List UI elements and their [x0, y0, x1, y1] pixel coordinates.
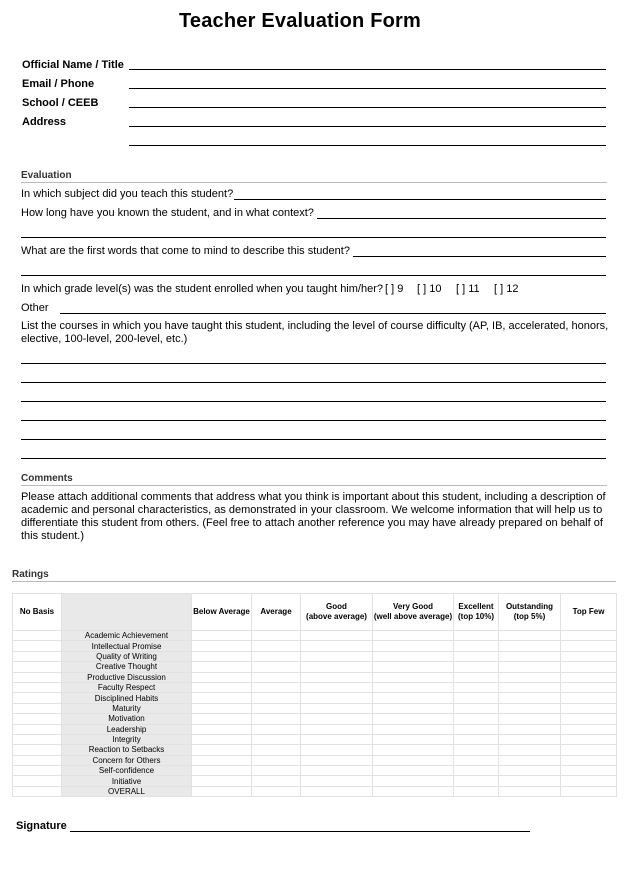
rating-cell[interactable] — [301, 651, 373, 661]
table-row — [13, 693, 617, 703]
rating-cell[interactable] — [13, 755, 62, 765]
col-excellent-sub: (top 10%) — [458, 612, 494, 621]
rating-cell[interactable] — [192, 724, 252, 734]
rating-cell[interactable] — [499, 724, 561, 734]
table-row — [13, 734, 617, 744]
address-field-2[interactable] — [129, 145, 606, 146]
rating-cell[interactable] — [13, 631, 62, 641]
signature-label: Signature — [16, 820, 67, 832]
rating-cell[interactable] — [192, 682, 252, 692]
rating-cell[interactable] — [252, 651, 301, 661]
first-words-question: What are the first words that come to mind to describe this student? — [21, 245, 350, 257]
col-excellent — [454, 594, 499, 631]
rating-cell[interactable] — [301, 755, 373, 765]
rating-cell[interactable] — [454, 786, 499, 796]
rating-cell[interactable] — [252, 641, 301, 651]
criterion-label: Motivation — [62, 714, 192, 724]
rating-cell[interactable] — [561, 734, 617, 744]
rating-cell[interactable] — [301, 703, 373, 713]
rating-cell[interactable] — [499, 714, 561, 724]
rating-cell[interactable] — [192, 734, 252, 744]
rating-cell[interactable] — [499, 786, 561, 796]
courses-line-2[interactable] — [21, 382, 606, 383]
rating-cell[interactable] — [301, 766, 373, 776]
criterion-label: Disciplined Habits — [62, 693, 192, 703]
criterion-label: OVERALL — [62, 786, 192, 796]
rating-cell[interactable] — [499, 776, 561, 786]
rating-cell[interactable] — [13, 786, 62, 796]
rating-cell[interactable] — [252, 745, 301, 755]
courses-line-6[interactable] — [21, 458, 606, 459]
rating-cell[interactable] — [454, 714, 499, 724]
rating-cell[interactable] — [561, 631, 617, 641]
table-row — [13, 703, 617, 713]
courses-line-5[interactable] — [21, 439, 606, 440]
rating-cell[interactable] — [252, 631, 301, 641]
rating-cell[interactable] — [454, 703, 499, 713]
grade-option-12[interactable]: [ ] 12 — [494, 283, 519, 295]
comments-text: Please attach additional comments that address what you think is important about this student, including a description of academic and personal characteristics, as demonstrated in your classroom. We welcome information that will help us to differentiate this student from others. (Feel free to attach another reference you may have already prepared on behalf of this student.) — [21, 491, 606, 542]
rating-cell[interactable] — [13, 776, 62, 786]
rating-cell[interactable] — [301, 786, 373, 796]
email-phone-label: Email / Phone — [22, 78, 95, 90]
rating-cell[interactable] — [301, 776, 373, 786]
col-below-average: Below Average — [192, 594, 252, 631]
rating-cell[interactable] — [499, 745, 561, 755]
courses-prompt: List the courses in which you have taught this student, including the level of course difficulty (AP, IB, accelerated, honors, elective, 100-level, 200-level, etc.) — [21, 320, 609, 345]
rating-cell[interactable] — [252, 682, 301, 692]
criterion-label: Maturity — [62, 703, 192, 713]
rating-cell[interactable] — [13, 693, 62, 703]
rating-cell[interactable] — [13, 766, 62, 776]
rating-cell[interactable] — [301, 631, 373, 641]
rating-cell[interactable] — [561, 641, 617, 651]
col-top-few: Top Few — [561, 594, 617, 631]
rating-cell[interactable] — [301, 734, 373, 744]
rating-cell[interactable] — [561, 745, 617, 755]
rating-cell[interactable] — [499, 631, 561, 641]
rating-cell[interactable] — [373, 755, 454, 765]
rating-cell[interactable] — [13, 682, 62, 692]
signature-field[interactable] — [70, 831, 530, 832]
rating-cell[interactable] — [454, 651, 499, 661]
rating-cell[interactable] — [561, 714, 617, 724]
criterion-label: Intellectual Promise — [62, 641, 192, 651]
rating-cell[interactable] — [561, 693, 617, 703]
rating-cell[interactable] — [454, 776, 499, 786]
criterion-label: Academic Achievement — [62, 631, 192, 641]
rating-cell[interactable] — [561, 776, 617, 786]
table-row — [13, 672, 617, 682]
rating-cell[interactable] — [373, 682, 454, 692]
col-good-sub: (above average) — [306, 612, 367, 621]
table-row — [13, 714, 617, 724]
rating-cell[interactable] — [373, 786, 454, 796]
col-very-good-label: Very Good — [392, 602, 433, 611]
rating-cell[interactable] — [252, 662, 301, 672]
rating-cell[interactable] — [499, 693, 561, 703]
col-very-good — [373, 594, 454, 631]
grade-question: In which grade level(s) was the student enrolled when you taught him/her? — [21, 283, 383, 295]
rating-cell[interactable] — [454, 734, 499, 744]
first-words-answer-field-2[interactable] — [21, 275, 606, 276]
table-row — [13, 766, 617, 776]
ratings-body — [13, 631, 617, 797]
criterion-label: Integrity — [62, 734, 192, 744]
table-row — [13, 651, 617, 661]
rating-cell[interactable] — [499, 734, 561, 744]
rating-cell[interactable] — [373, 693, 454, 703]
rating-cell[interactable] — [252, 755, 301, 765]
courses-line-1[interactable] — [21, 363, 606, 364]
ratings-divider — [12, 581, 616, 582]
rating-cell[interactable] — [13, 703, 62, 713]
rating-cell[interactable] — [192, 662, 252, 672]
rating-cell[interactable] — [499, 641, 561, 651]
ratings-table — [12, 593, 617, 797]
rating-cell[interactable] — [454, 724, 499, 734]
col-excellent-label: Excellent — [458, 602, 494, 611]
criterion-label: Quality of Writing — [62, 651, 192, 661]
col-no-basis: No Basis — [13, 594, 62, 631]
rating-cell[interactable] — [252, 734, 301, 744]
rating-cell[interactable] — [192, 745, 252, 755]
rating-cell[interactable] — [301, 745, 373, 755]
rating-cell[interactable] — [192, 641, 252, 651]
rating-cell[interactable] — [373, 641, 454, 651]
rating-cell[interactable] — [499, 703, 561, 713]
rating-cell[interactable] — [252, 693, 301, 703]
table-row — [13, 641, 617, 651]
rating-cell[interactable] — [13, 734, 62, 744]
school-ceeb-label: School / CEEB — [22, 97, 99, 109]
rating-cell[interactable] — [454, 641, 499, 651]
official-name-field[interactable] — [129, 69, 606, 70]
rating-cell[interactable] — [192, 703, 252, 713]
grade-option-9[interactable]: [ ] 9 — [385, 283, 404, 295]
rating-cell[interactable] — [561, 672, 617, 682]
rating-cell[interactable] — [499, 766, 561, 776]
rating-cell[interactable] — [301, 662, 373, 672]
rating-cell[interactable] — [192, 755, 252, 765]
table-row — [13, 631, 617, 641]
evaluation-divider — [21, 182, 607, 183]
table-row — [13, 786, 617, 796]
rating-cell[interactable] — [301, 672, 373, 682]
col-criteria — [62, 594, 192, 631]
school-ceeb-field[interactable] — [129, 107, 606, 108]
rating-cell[interactable] — [252, 776, 301, 786]
criterion-label: Productive Discussion — [62, 672, 192, 682]
criterion-label: Leadership — [62, 724, 192, 734]
table-row — [13, 776, 617, 786]
rating-cell[interactable] — [499, 682, 561, 692]
rating-cell[interactable] — [454, 766, 499, 776]
rating-cell[interactable] — [454, 693, 499, 703]
rating-cell[interactable] — [561, 724, 617, 734]
table-row — [13, 662, 617, 672]
rating-cell[interactable] — [13, 651, 62, 661]
comments-heading: Comments — [21, 473, 73, 484]
rating-cell[interactable] — [373, 662, 454, 672]
official-name-label: Official Name / Title — [22, 59, 124, 71]
rating-cell[interactable] — [499, 651, 561, 661]
rating-cell[interactable] — [454, 745, 499, 755]
rating-cell[interactable] — [301, 714, 373, 724]
criterion-label: Reaction to Setbacks — [62, 745, 192, 755]
rating-cell[interactable] — [252, 766, 301, 776]
rating-cell[interactable] — [499, 672, 561, 682]
rating-cell[interactable] — [13, 662, 62, 672]
other-label: Other — [21, 302, 49, 314]
address-field-1[interactable] — [129, 126, 606, 127]
rating-cell[interactable] — [192, 651, 252, 661]
rating-cell[interactable] — [192, 631, 252, 641]
col-average: Average — [252, 594, 301, 631]
rating-cell[interactable] — [373, 672, 454, 682]
col-outstanding-label: Outstanding — [505, 602, 554, 611]
table-row — [13, 745, 617, 755]
evaluation-heading: Evaluation — [21, 170, 72, 181]
rating-cell[interactable] — [561, 786, 617, 796]
rating-cell[interactable] — [192, 786, 252, 796]
subject-answer-field[interactable] — [234, 199, 606, 200]
rating-cell[interactable] — [454, 662, 499, 672]
first-words-answer-field[interactable] — [353, 256, 606, 257]
how-long-answer-field-2[interactable] — [21, 237, 606, 238]
rating-cell[interactable] — [373, 703, 454, 713]
col-outstanding-sub: (top 5%) — [513, 612, 546, 621]
rating-cell[interactable] — [454, 631, 499, 641]
rating-cell[interactable] — [192, 776, 252, 786]
rating-cell[interactable] — [252, 724, 301, 734]
table-row — [13, 682, 617, 692]
rating-cell[interactable] — [13, 672, 62, 682]
grade-option-10[interactable]: [ ] 10 — [417, 283, 442, 295]
rating-cell[interactable] — [373, 724, 454, 734]
rating-cell[interactable] — [499, 662, 561, 672]
criterion-label: Initiative — [62, 776, 192, 786]
col-good — [301, 594, 373, 631]
rating-cell[interactable] — [252, 703, 301, 713]
rating-cell[interactable] — [373, 776, 454, 786]
rating-cell[interactable] — [499, 755, 561, 765]
rating-cell[interactable] — [252, 786, 301, 796]
ratings-header-row — [13, 594, 617, 631]
rating-cell[interactable] — [454, 682, 499, 692]
rating-cell[interactable] — [252, 714, 301, 724]
rating-cell[interactable] — [301, 641, 373, 651]
table-row — [13, 755, 617, 765]
rating-cell[interactable] — [13, 745, 62, 755]
rating-cell[interactable] — [561, 766, 617, 776]
comments-divider — [21, 485, 607, 486]
criterion-label: Self-confidence — [62, 766, 192, 776]
rating-cell[interactable] — [252, 672, 301, 682]
rating-cell[interactable] — [192, 766, 252, 776]
rating-cell[interactable] — [561, 651, 617, 661]
rating-cell[interactable] — [373, 651, 454, 661]
rating-cell[interactable] — [454, 755, 499, 765]
rating-cell[interactable] — [373, 734, 454, 744]
other-field[interactable] — [60, 313, 606, 314]
col-very-good-sub: (well above average) — [373, 612, 453, 621]
email-phone-field[interactable] — [129, 88, 606, 89]
rating-cell[interactable] — [301, 682, 373, 692]
subject-question: In which subject did you teach this student? — [21, 188, 234, 200]
rating-cell[interactable] — [373, 631, 454, 641]
rating-cell[interactable] — [561, 703, 617, 713]
ratings-heading: Ratings — [12, 569, 49, 580]
criterion-label: Creative Thought — [62, 662, 192, 672]
address-label: Address — [22, 116, 67, 128]
how-long-question: How long have you known the student, and in what context? — [21, 207, 314, 219]
courses-line-3[interactable] — [21, 401, 606, 402]
col-good-label: Good — [326, 602, 347, 611]
grade-option-11[interactable]: [ ] 11 — [456, 283, 480, 295]
rating-cell[interactable] — [301, 693, 373, 703]
rating-cell[interactable] — [13, 724, 62, 734]
criterion-label: Concern for Others — [62, 755, 192, 765]
rating-cell[interactable] — [192, 714, 252, 724]
rating-cell[interactable] — [192, 672, 252, 682]
rating-cell[interactable] — [192, 693, 252, 703]
criterion-label: Faculty Respect — [62, 682, 192, 692]
col-outstanding — [499, 594, 561, 631]
rating-cell[interactable] — [561, 662, 617, 672]
rating-cell[interactable] — [373, 745, 454, 755]
rating-cell[interactable] — [373, 766, 454, 776]
rating-cell[interactable] — [13, 714, 62, 724]
rating-cell[interactable] — [561, 682, 617, 692]
rating-cell[interactable] — [301, 724, 373, 734]
rating-cell[interactable] — [13, 641, 62, 651]
rating-cell[interactable] — [561, 755, 617, 765]
how-long-answer-field[interactable] — [317, 218, 606, 219]
table-row — [13, 724, 617, 734]
rating-cell[interactable] — [454, 672, 499, 682]
page-title: Teacher Evaluation Form — [178, 10, 422, 32]
courses-line-4[interactable] — [21, 420, 606, 421]
rating-cell[interactable] — [373, 714, 454, 724]
